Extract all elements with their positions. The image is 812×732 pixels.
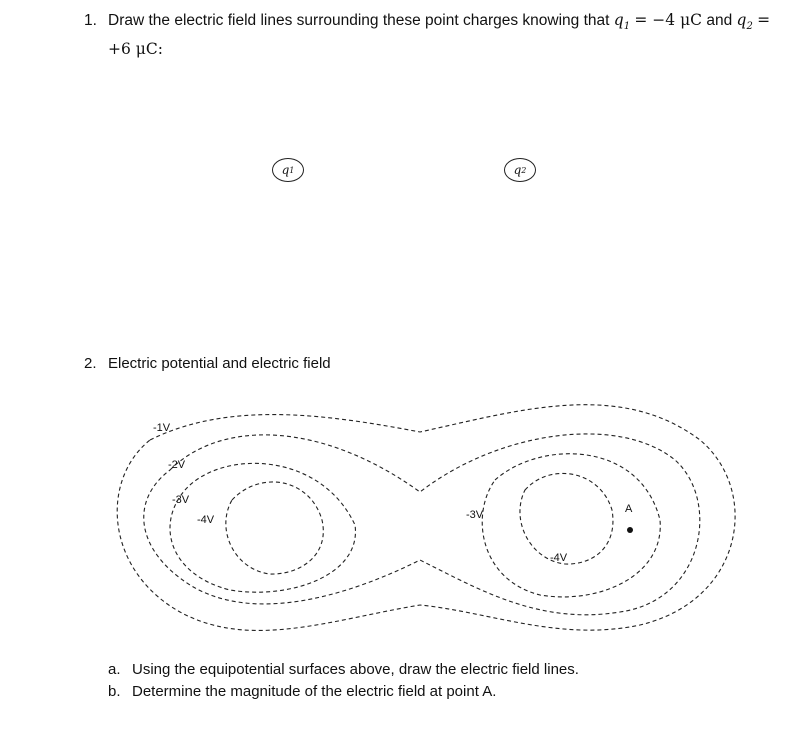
equipotential-minus-2v [144, 434, 700, 615]
q1-symbol: $q_1$ [613, 11, 631, 33]
part-a [108, 661, 579, 678]
q1-value: = −4 μC [634, 11, 703, 29]
equipotential-minus-4v-right [520, 473, 613, 564]
label-point-a: A [625, 503, 633, 515]
label-minus-4v-left: -4V [197, 514, 215, 526]
question-1-number: 1. [84, 12, 97, 29]
q2-value: +6 μC: [108, 40, 163, 59]
part-b-letter: b. [108, 683, 121, 700]
question-2-title: Electric potential and electric field [108, 355, 331, 372]
point-a-dot [627, 527, 633, 533]
charge-q1: q 1 [272, 158, 304, 182]
label-minus-2v: -2V [168, 459, 186, 471]
and-word: and [706, 12, 733, 29]
part-a-letter: a. [108, 661, 121, 678]
equipotential-minus-3v-right [482, 454, 660, 597]
label-minus-3v-right: -3V [466, 509, 484, 521]
q2-symbol: $q_2$ [736, 11, 753, 33]
equipotential-minus-4v-left [226, 482, 323, 574]
charge-q2: q 2 [504, 158, 536, 182]
part-a-text: Using the equipotential surfaces above, draw the electric field lines. [132, 661, 579, 678]
label-minus-4v-right: -4V [550, 552, 568, 564]
question-2-number: 2. [84, 355, 97, 372]
question-1-prompt: Draw the electric field lines surrounding these point charges knowing that [108, 12, 610, 29]
part-b [108, 683, 496, 700]
label-minus-3v-left: -3V [172, 494, 190, 506]
q2-equals: = [757, 11, 771, 29]
label-minus-1v: -1V [153, 422, 171, 434]
part-b-text: Determine the magnitude of the electric field at point A. [132, 683, 497, 700]
